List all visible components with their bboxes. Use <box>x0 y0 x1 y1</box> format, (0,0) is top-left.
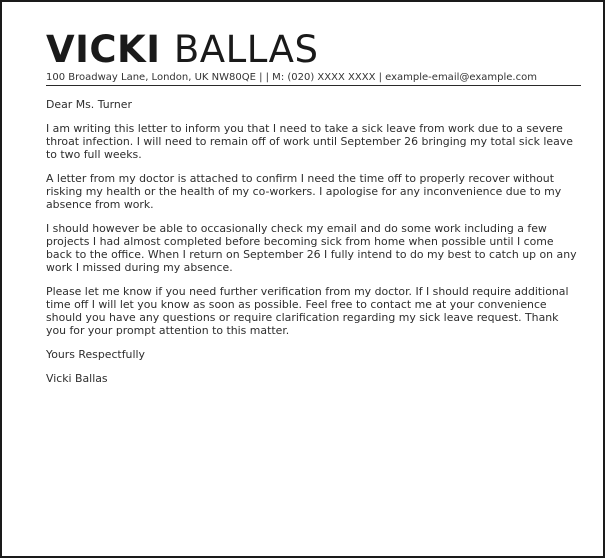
letter-body <box>46 98 581 385</box>
paragraph-2: A letter from my doctor is attached to confirm I need the time off to properly recover without risking my health or the health of my co-workers. I apologise for any inconvenience due to my absence from work. <box>46 172 562 211</box>
paragraph-1: I am writing this letter to inform you that I need to take a sick leave from work due to a severe throat infection. I will need to remain off of work until September 26 bringing my total sick leave to two full weeks. <box>46 122 573 161</box>
sender-first-name: VICKI <box>46 28 161 71</box>
paragraph-4: Please let me know if you need further verification from my doctor. If I should require additional time off I will let you know as soon as possible. Feel free to contact me at your convenience should you have any questions or require clarification regarding my sick leave request. Thank you for your prompt attention to this matter. <box>46 285 569 337</box>
contact-line: 100 Broadway Lane, London, UK NW80QE | | M: (020) XXXX XXXX | example-email@example.com <box>46 71 581 86</box>
closing: Yours Respectfully <box>46 348 145 361</box>
sender-last-name: BALLAS <box>173 28 319 71</box>
paragraph-3: I should however be able to occasionally check my email and do some work including a few projects I had almost completed before becoming sick from home when possible until I come back to the office. When I return on September 26 I fully intend to do my best to catch up on any work I missed during my absence. <box>46 222 577 274</box>
salutation: Dear Ms. Turner <box>46 98 132 111</box>
letter-content <box>46 30 581 385</box>
sender-name <box>46 30 581 70</box>
signature: Vicki Ballas <box>46 372 108 385</box>
